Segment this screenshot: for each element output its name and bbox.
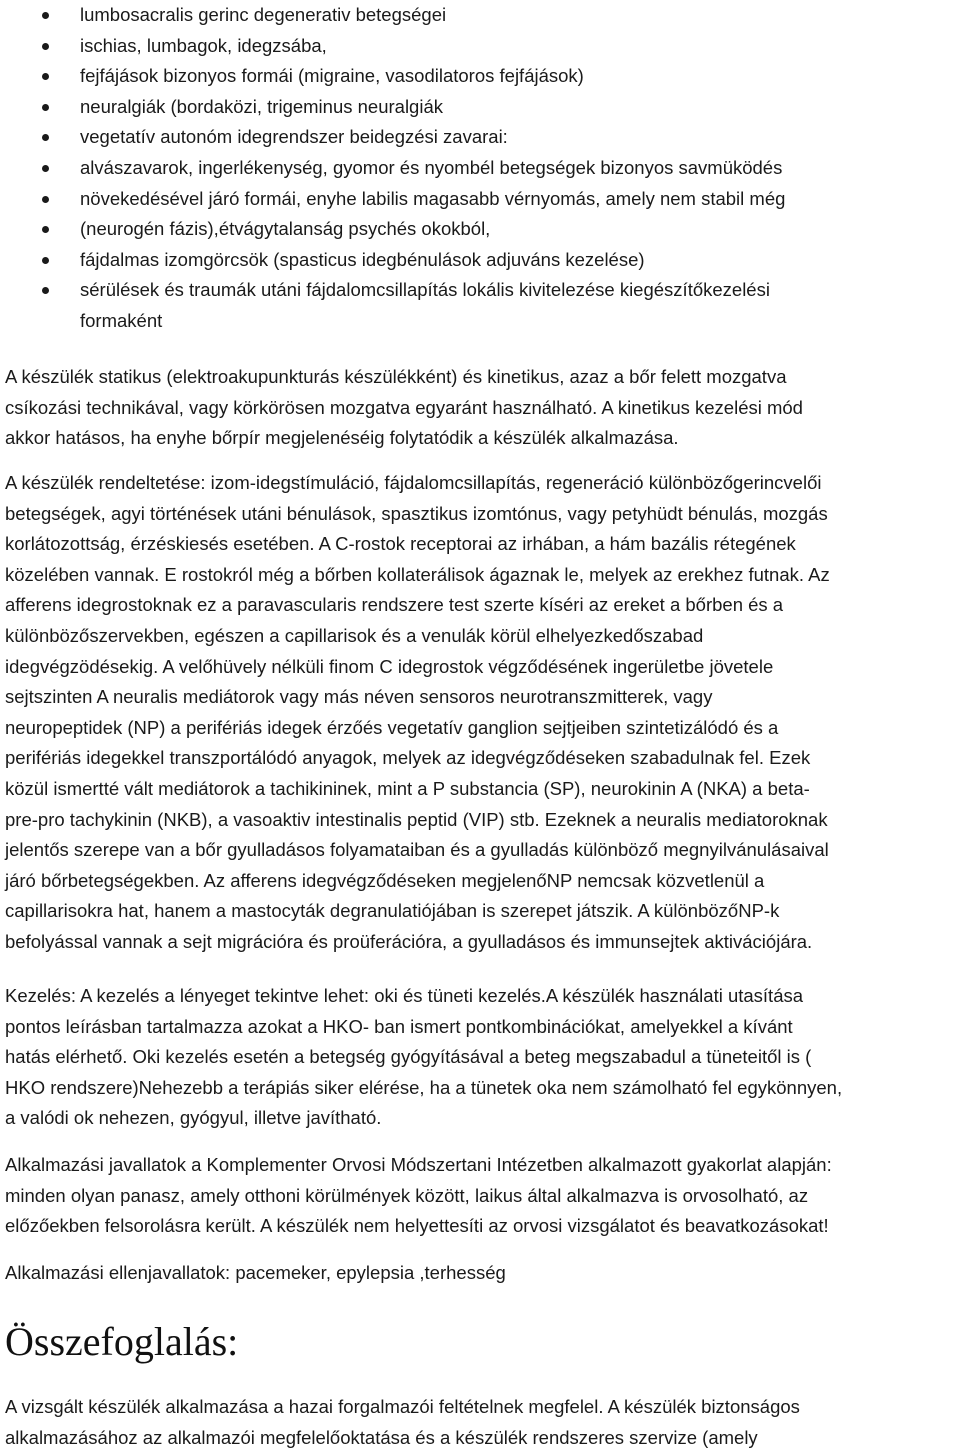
list-item	[0, 184, 960, 215]
list-item-text: sérülések és traumák utáni fájdalomcsillapítás lokális kivitelezése kiegészítőkezelési	[80, 279, 770, 301]
bullet-icon	[42, 196, 49, 203]
list-item	[0, 214, 960, 245]
bullet-icon	[42, 165, 49, 172]
list-item-text: neuralgiák (bordaközi, trigeminus neuralgiák	[80, 95, 443, 117]
list-item	[0, 122, 960, 153]
bullet-icon	[42, 134, 49, 141]
list-item-text: (neurogén fázis),étvágytalanság psychés okokból,	[80, 218, 491, 240]
list-item-text: fájdalmas izomgörcsök (spasticus idegbénulások adjuváns kezelése)	[80, 248, 645, 270]
section-heading: Összefoglalás:	[5, 1319, 239, 1364]
paragraph-indications: Alkalmazási javallatok a Komplementer Orvosi Módszertani Intézetben alkalmazott gyakorlat alapján: minden olyan panasz, amely otthoni körülmények között, laikus által alkalmazva is orvosolható, az előzőekben felsorolásra került. A készülék nem helyettesíti az orvosi vizsgálatot és beavatkozásokat!	[5, 1154, 832, 1237]
bullet-icon	[42, 226, 49, 233]
list-item	[0, 245, 960, 276]
list-item-text: növekedésével járó formái, enyhe labilis magasabb vérnyomás, amely nem stabil még	[80, 187, 786, 209]
list-item	[0, 31, 960, 62]
paragraph-usage-modes: A készülék statikus (elektroakupunkturás készülékként) és kinetikus, azaz a bőr felett mozgatva csíkozási technikával, vagy körkörösen mozgatva egyaránt használható. A kinetikus kezelési mód akkor hatásos, ha enyhe bőrpír megjelenéséig folytatódik a készülék alkalmazása.	[5, 366, 803, 449]
list-item-text: alvászavarok, ingerlékenység, gyomor és nyombél betegségek bizonyos savmüködés	[80, 156, 783, 178]
list-item	[0, 92, 960, 123]
list-item-text: lumbosacralis gerinc degenerativ betegségei	[80, 4, 447, 25]
indication-list	[0, 0, 960, 337]
paragraph-contraindications: Alkalmazási ellenjavallatok: pacemeker, epylepsia ,terhesség	[5, 1262, 506, 1283]
bullet-icon	[42, 73, 49, 80]
paragraph-purpose: A készülék rendeltetése: izom-idegstímuláció, fájdalomcsillapítás, regeneráció különbözőgerincvelői betegségek, agyi történések utáni bénulások, spasztikus izomtónus, vagy petyhüdt bénulás, mozgás korlátozottság, érzéskiesés esetében. A C-rostok receptorai az irhában, a hám bazális rétegének közelében vannak. E rostokról még a bőrben kollaterálisok ágaznak le, melyek az erekhez futnak. Az afferens idegrostoknak ez a paravascularis rendszere test szerte kíséri az ereket a bőrben és a különbözőszervekben, egészen a capillarisok és a venulák körül elhelyezkedőszabad idegvégzödésekig. A velőhüvely nélküli finom C idegrostok végződésének ingerületbe jövetele sejtszinten A neuralis mediátorok vagy más néven sensoros neurotranszmitterek, vagy neuropeptidek (NP) a perifériás idegek érzőés vegetatív ganglion sejtjeiben szintetizálódó és a perifériás idegekkel transzportálódó anyagok, melyek az idegvégződéseken szabadulnak fel. Ezek közül ismertté vált mediátorok a tachikininek, mint a P substancia (SP), neurokinin A (NKA) a beta- pre-pro tachykinin (NKB), a vasoaktiv intestinalis peptid (VIP) stb. Ezeknek a neuralis mediatoroknak jelentős szerepe van a bőr gyulladásos folyamataiban és a gyulladás különböző megnyilvánulásaival járó bőrbetegségekben. Az afferens idegvégződéseken megjelenőNP nemcsak közvetlenül a capillarisokra hat, hanem a mastocyták degranulatiójában is szerepet játszik. A különbözőNP-k befolyással vannak a sejt migrációra és proüferációra, a gyulladásos és immunsejtek aktivációjára.	[5, 472, 830, 952]
bullet-icon	[42, 12, 49, 19]
list-item-text: fejfájások bizonyos formái (migraine, vasodilatoros fejfájások)	[80, 65, 584, 87]
bullet-icon	[42, 43, 49, 50]
list-item	[0, 0, 960, 31]
bullet-icon	[42, 287, 49, 294]
bullet-icon	[42, 257, 49, 264]
bullet-icon	[42, 104, 49, 111]
list-item-text: ischias, lumbagok, idegzsába,	[80, 34, 327, 56]
list-item	[0, 61, 960, 92]
list-item	[0, 275, 960, 336]
list-item-text: vegetatív autonóm idegrendszer beidegzési zavarai:	[80, 126, 508, 148]
paragraph-summary: A vizsgált készülék alkalmazása a hazai forgalmazói feltételnek megfelel. A készülék biztonságos alkalmazásához az alkalmazói megfelelőoktatása és a készülék rendszeres szervize (amely	[5, 1396, 800, 1448]
list-item-text: formaként	[80, 309, 163, 331]
list-item	[0, 153, 960, 184]
paragraph-treatment: Kezelés: A kezelés a lényeget tekintve lehet: oki és tüneti kezelés.A készülék használati utasítása pontos leírásban tartalmazza azokat a HKO- ban ismert pontkombinációkat, amelyekkel a kívánt hatás elérhető. Oki kezelés esetén a betegség gyógyításával a beteg megszabadul a tüneteitől is ( HKO rendszere)Nehezebb a terápiás siker elérése, ha a tünetek oka nem számolható fel egykönnyen, a valódi ok nehezen, gyógyul, illetve javítható.	[5, 985, 843, 1129]
